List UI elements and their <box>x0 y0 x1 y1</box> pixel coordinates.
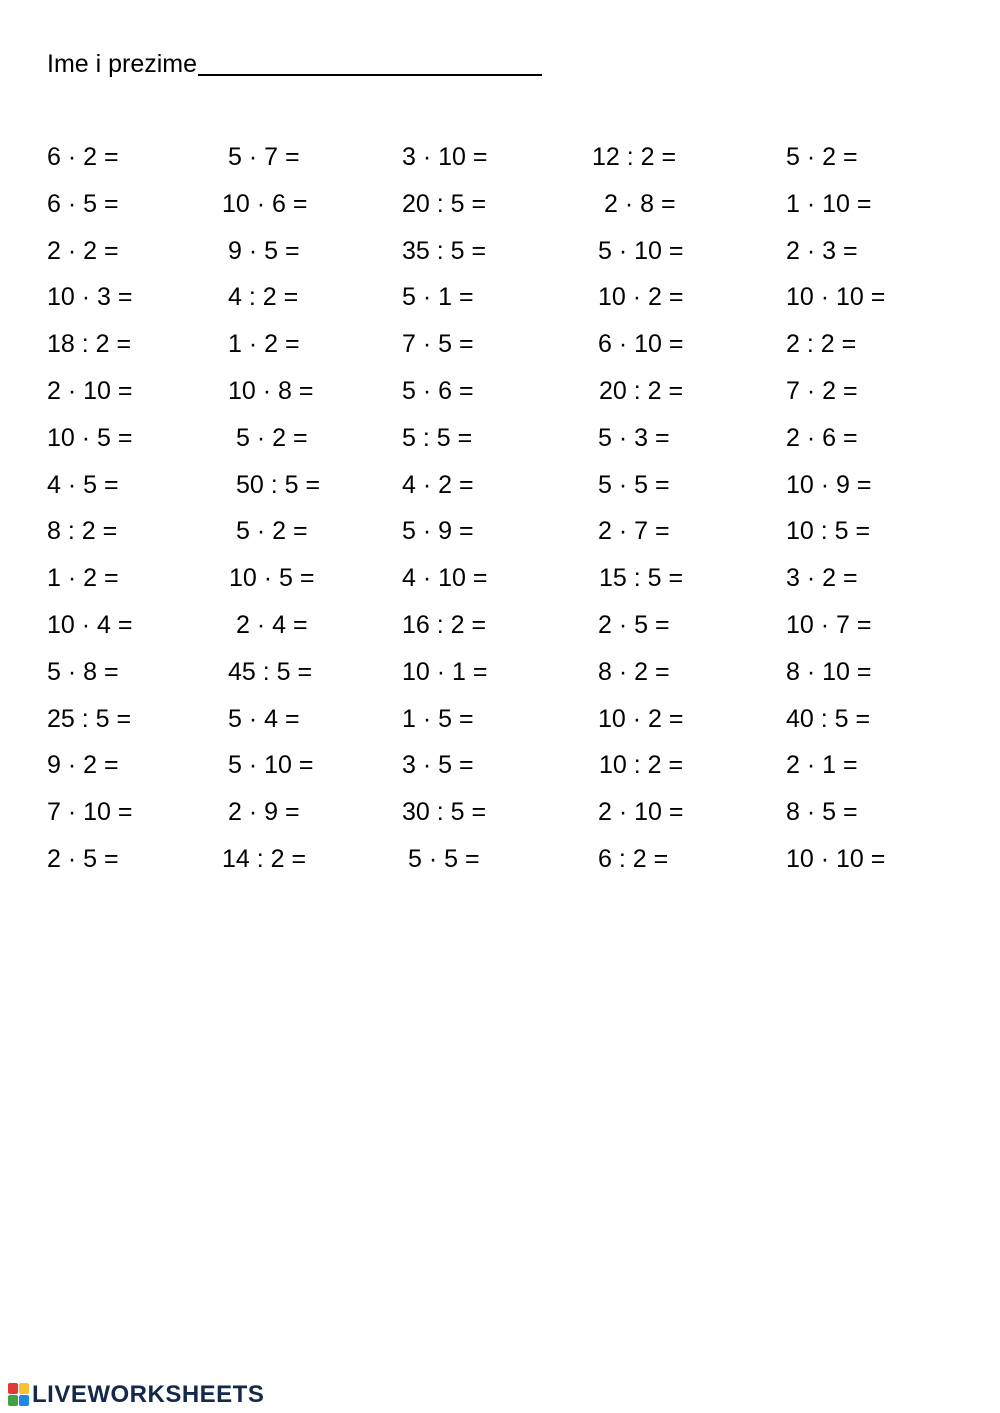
problem-c2-r15: 2 · 9 = <box>228 798 300 826</box>
problem-c4-r7: 5 · 3 = <box>598 424 670 452</box>
problem-c4-r16: 6 : 2 = <box>598 845 669 873</box>
logo-blocks-icon <box>8 1383 30 1407</box>
problem-c4-r4: 10 · 2 = <box>598 283 684 311</box>
problem-c3-r5: 7 · 5 = <box>402 330 474 358</box>
problem-c5-r7: 2 · 6 = <box>786 424 858 452</box>
problem-c5-r14: 2 · 1 = <box>786 751 858 779</box>
problem-c3-r7: 5 : 5 = <box>402 424 473 452</box>
problem-c3-r11: 16 : 2 = <box>402 611 487 639</box>
problem-c5-r6: 7 · 2 = <box>786 377 858 405</box>
problem-c3-r2: 20 : 5 = <box>402 190 487 218</box>
problem-c2-r13: 5 · 4 = <box>228 705 300 733</box>
problem-c2-r9: 5 · 2 = <box>236 517 308 545</box>
problem-c2-r4: 4 : 2 = <box>228 283 299 311</box>
problem-c3-r14: 3 · 5 = <box>402 751 474 779</box>
problem-c4-r1: 12 : 2 = <box>592 143 677 171</box>
name-field <box>47 44 542 84</box>
problem-c1-r11: 10 · 4 = <box>47 611 133 639</box>
liveworksheets-logo <box>8 1378 264 1412</box>
problem-c5-r13: 40 : 5 = <box>786 705 871 733</box>
problem-c5-r15: 8 · 5 = <box>786 798 858 826</box>
problem-c1-r8: 4 · 5 = <box>47 471 119 499</box>
problem-c5-r12: 8 · 10 = <box>786 658 872 686</box>
problem-c2-r8: 50 : 5 = <box>236 471 321 499</box>
problem-c3-r16: 5 · 5 = <box>408 845 480 873</box>
problem-c2-r2: 10 · 6 = <box>222 190 308 218</box>
problem-c1-r3: 2 · 2 = <box>47 237 119 265</box>
problem-c2-r14: 5 · 10 = <box>228 751 314 779</box>
problem-c1-r15: 7 · 10 = <box>47 798 133 826</box>
problem-c1-r13: 25 : 5 = <box>47 705 132 733</box>
problem-c3-r6: 5 · 6 = <box>402 377 474 405</box>
problem-c2-r16: 14 : 2 = <box>222 845 307 873</box>
problem-c5-r8: 10 · 9 = <box>786 471 872 499</box>
problem-c1-r14: 9 · 2 = <box>47 751 119 779</box>
problem-c3-r3: 35 : 5 = <box>402 237 487 265</box>
problem-c2-r10: 10 · 5 = <box>229 564 315 592</box>
problem-c1-r5: 18 : 2 = <box>47 330 132 358</box>
problem-c4-r5: 6 · 10 = <box>598 330 684 358</box>
problem-c4-r3: 5 · 10 = <box>598 237 684 265</box>
problem-c5-r4: 10 · 10 = <box>786 283 886 311</box>
problem-c4-r12: 8 · 2 = <box>598 658 670 686</box>
problem-c3-r12: 10 · 1 = <box>402 658 488 686</box>
problem-c4-r10: 15 : 5 = <box>599 564 684 592</box>
problem-c2-r12: 45 : 5 = <box>228 658 313 686</box>
problem-c1-r16: 2 · 5 = <box>47 845 119 873</box>
problem-c3-r9: 5 · 9 = <box>402 517 474 545</box>
problem-c4-r6: 20 : 2 = <box>599 377 684 405</box>
problem-c3-r1: 3 · 10 = <box>402 143 488 171</box>
problem-c2-r6: 10 · 8 = <box>228 377 314 405</box>
problem-c1-r6: 2 · 10 = <box>47 377 133 405</box>
problem-c5-r1: 5 · 2 = <box>786 143 858 171</box>
problem-c5-r9: 10 : 5 = <box>786 517 871 545</box>
problem-c5-r10: 3 · 2 = <box>786 564 858 592</box>
problem-c2-r1: 5 · 7 = <box>228 143 300 171</box>
problem-c3-r4: 5 · 1 = <box>402 283 474 311</box>
problem-c3-r13: 1 · 5 = <box>402 705 474 733</box>
problem-c1-r10: 1 · 2 = <box>47 564 119 592</box>
name-label: Ime i prezime <box>47 50 198 78</box>
problem-c4-r9: 2 · 7 = <box>598 517 670 545</box>
problem-c1-r4: 10 · 3 = <box>47 283 133 311</box>
problem-c1-r7: 10 · 5 = <box>47 424 133 452</box>
problem-c5-r2: 1 · 10 = <box>786 190 872 218</box>
problem-c1-r9: 8 : 2 = <box>47 517 118 545</box>
problem-c3-r8: 4 · 2 = <box>402 471 474 499</box>
problem-c5-r11: 10 · 7 = <box>786 611 872 639</box>
problem-c1-r12: 5 · 8 = <box>47 658 119 686</box>
problem-c5-r5: 2 : 2 = <box>786 330 857 358</box>
problem-c4-r15: 2 · 10 = <box>598 798 684 826</box>
problem-c5-r16: 10 · 10 = <box>786 845 886 873</box>
problem-c4-r2: 2 · 8 = <box>604 190 676 218</box>
problem-c4-r14: 10 : 2 = <box>599 751 684 779</box>
problem-c2-r11: 2 · 4 = <box>236 611 308 639</box>
problem-c5-r3: 2 · 3 = <box>786 237 858 265</box>
problem-c4-r11: 2 · 5 = <box>598 611 670 639</box>
problem-c2-r5: 1 · 2 = <box>228 330 300 358</box>
problem-c1-r2: 6 · 5 = <box>47 190 119 218</box>
name-blank-line[interactable] <box>198 44 542 76</box>
problem-c2-r3: 9 · 5 = <box>228 237 300 265</box>
problem-c1-r1: 6 · 2 = <box>47 143 119 171</box>
problem-c4-r8: 5 · 5 = <box>598 471 670 499</box>
problem-c3-r15: 30 : 5 = <box>402 798 487 826</box>
problem-c3-r10: 4 · 10 = <box>402 564 488 592</box>
problem-c2-r7: 5 · 2 = <box>236 424 308 452</box>
brand-name: LIVEWORKSHEETS <box>32 1381 265 1408</box>
problem-c4-r13: 10 · 2 = <box>598 705 684 733</box>
